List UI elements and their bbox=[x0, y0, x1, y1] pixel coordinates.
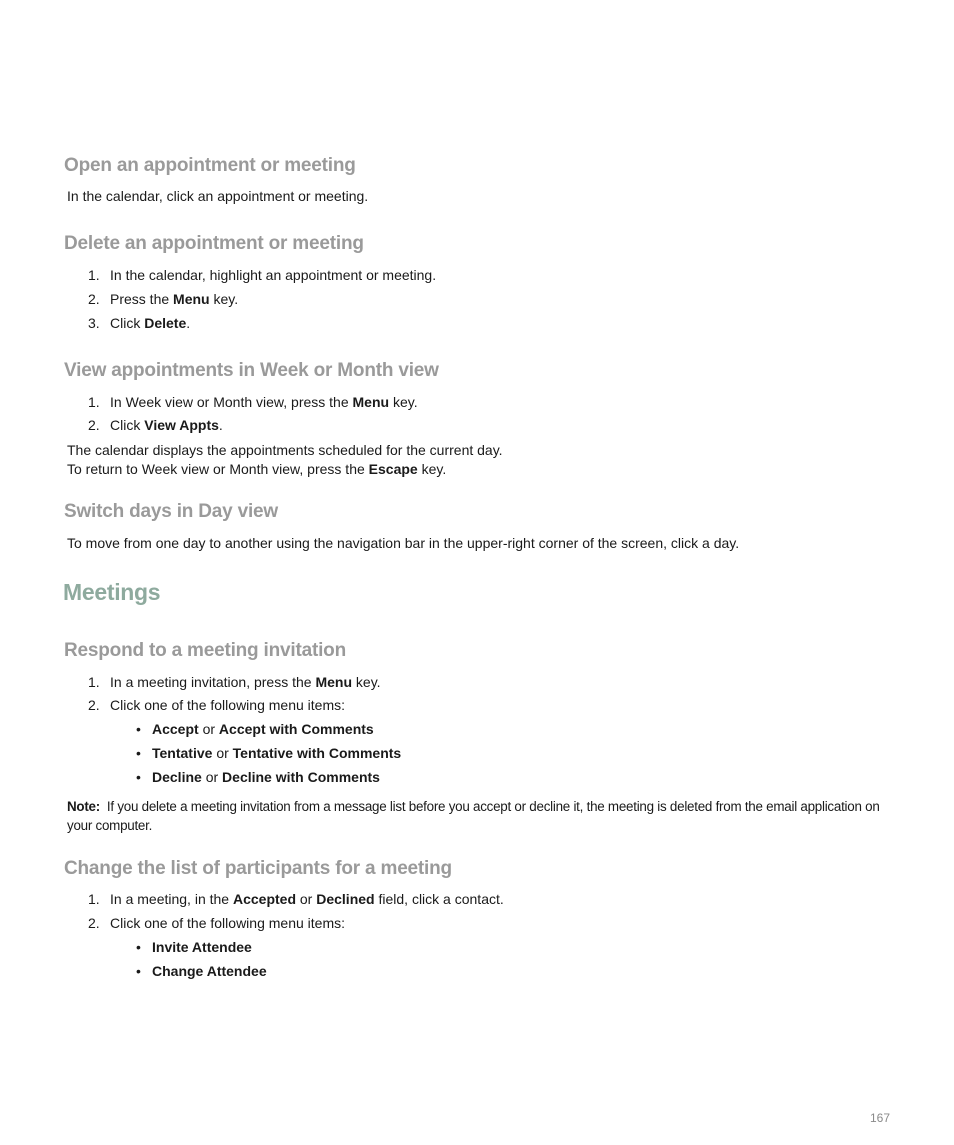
heading-switch-days: Switch days in Day view bbox=[64, 501, 278, 522]
respond-step-2: 2. Click one of the following menu items: bbox=[88, 697, 345, 713]
delete-step-3: 3. Click Delete. bbox=[88, 315, 191, 331]
open-appointment-text: In the calendar, click an appointment or meeting. bbox=[67, 188, 369, 204]
bullet-icon: • bbox=[136, 721, 141, 737]
respond-bullet-decline: • Decline or Decline with Comments bbox=[136, 769, 380, 785]
heading-respond-invitation: Respond to a meeting invitation bbox=[64, 640, 346, 661]
participants-bullet-change: • Change Attendee bbox=[136, 963, 267, 979]
participants-bullet-invite: • Invite Attendee bbox=[136, 939, 252, 955]
participants-step-2: 2. Click one of the following menu items: bbox=[88, 915, 345, 931]
respond-bullet-tentative: • Tentative or Tentative with Comments bbox=[136, 745, 402, 761]
respond-bullet-accept: • Accept or Accept with Comments bbox=[136, 721, 374, 737]
view-step-1: 1. In Week view or Month view, press the Menu key. bbox=[88, 394, 418, 410]
heading-view-appointments: View appointments in Week or Month view bbox=[64, 360, 439, 381]
note-text: If you delete a meeting invitation from a message list before you accept or decline it, the meeting is deleted from the email application on your computer. bbox=[67, 799, 880, 833]
heading-meetings: Meetings bbox=[63, 579, 161, 605]
heading-open-appointment: Open an appointment or meeting bbox=[64, 155, 356, 176]
heading-delete-appointment: Delete an appointment or meeting bbox=[64, 233, 364, 254]
bullet-icon: • bbox=[136, 963, 141, 979]
bullet-icon: • bbox=[136, 769, 141, 785]
respond-note bbox=[67, 797, 895, 835]
view-result-text: The calendar displays the appointments scheduled for the current day. bbox=[67, 442, 503, 458]
view-return-text: To return to Week view or Month view, press the Escape key. bbox=[67, 461, 447, 477]
switch-days-text: To move from one day to another using the navigation bar in the upper-right corner of the screen, click a day. bbox=[67, 535, 740, 551]
bullet-icon: • bbox=[136, 939, 141, 955]
delete-step-2: 2. Press the Menu key. bbox=[88, 291, 239, 307]
participants-step-1: 1. In a meeting, in the Accepted or Declined field, click a contact. bbox=[88, 891, 504, 907]
page-number: 167 bbox=[870, 1111, 891, 1125]
respond-step-1: 1. In a meeting invitation, press the Menu key. bbox=[88, 674, 381, 690]
view-step-2: 2. Click View Appts. bbox=[88, 417, 223, 433]
bullet-icon: • bbox=[136, 745, 141, 761]
heading-change-participants: Change the list of participants for a meeting bbox=[64, 858, 452, 879]
note-label: Note: bbox=[67, 799, 100, 814]
delete-step-1: 1. In the calendar, highlight an appointment or meeting. bbox=[88, 267, 437, 283]
